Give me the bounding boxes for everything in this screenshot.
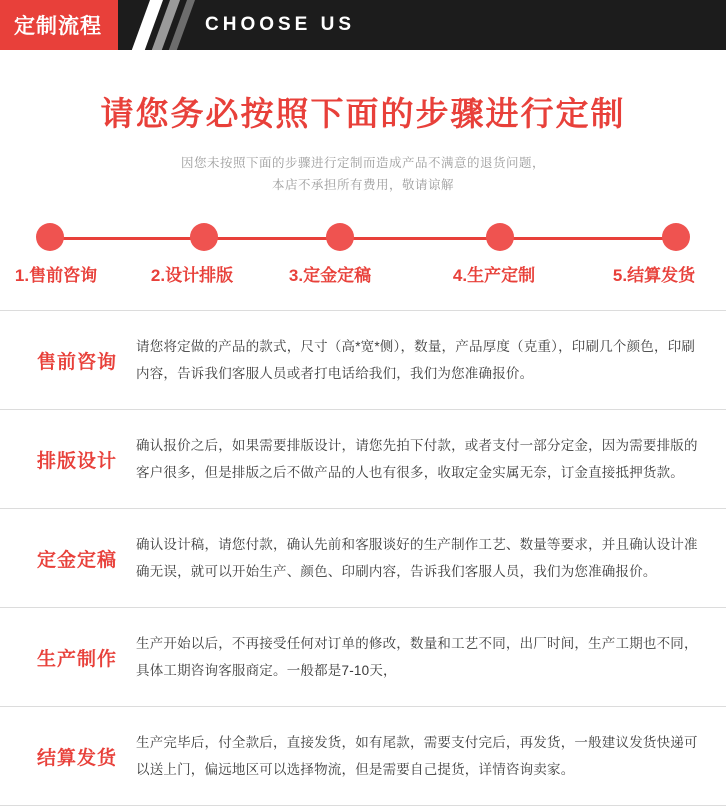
step-label: 5.结算发货	[612, 265, 696, 285]
detail-row-text: 生产开始以后，不再接受任何对订单的修改，数量和工艺不同，出厂时间，生产工期也不同，具体工期咨询客服商定。一般都是7-10天，	[136, 635, 698, 678]
page-title: 请您务必按照下面的步骤进行定制	[100, 95, 626, 132]
step-label: 3.定金定稿	[288, 265, 372, 285]
detail-row-title: 结算发货	[36, 747, 117, 769]
page-subtitle-line-1: 因您未按照下面的步骤进行定制而造成产品不满意的退货问题，	[180, 155, 545, 170]
detail-row-text: 请您将定做的产品的款式，尺寸（高*宽*侧），数量，产品厚度（克重），印刷几个颜色，印刷内容，告诉我们客服人员或者打电话给我们，我们为您准确报价。	[136, 338, 696, 381]
detail-row	[0, 508, 726, 607]
detail-row-text: 确认设计稿，请您付款，确认先前和客服谈好的生产制作工艺、数量等要求，并且确认设计准确无误，就可以开始生产、颜色、印刷内容，告诉我们客服人员，我们为您准确报价。	[136, 536, 698, 579]
step-label: 4.生产定制	[452, 265, 536, 285]
detail-row-text: 确认报价之后，如果需要排版设计，请您先拍下付款，或者支付一部分定金，因为需要排版的客户很多，但是排版之后不做产品的人也有很多，收取定金实属无奈，订金直接抵押货款。	[136, 437, 698, 480]
header-tag-label: 定制流程	[0, 0, 118, 50]
detail-row	[0, 706, 726, 806]
detail-row	[0, 607, 726, 706]
step-dot-icon	[486, 223, 514, 251]
detail-row-title: 定金定稿	[36, 549, 117, 571]
step-dot-icon	[190, 223, 218, 251]
detail-row-title: 售前咨询	[36, 351, 117, 373]
step-timeline	[14, 222, 702, 292]
detail-row-title: 排版设计	[36, 450, 117, 472]
detail-row	[0, 409, 726, 508]
step-label: 2.设计排版	[150, 265, 234, 285]
step-dot-icon	[662, 223, 690, 251]
step-label: 1.售前咨询	[14, 265, 98, 285]
header-english-label: CHOOSE US	[205, 14, 356, 35]
step-dot-icon	[326, 223, 354, 251]
detail-row-title: 生产制作	[36, 648, 117, 670]
step-item-5	[584, 222, 724, 286]
step-item-2	[122, 222, 262, 286]
page-subtitle-line-2: 本店不承担所有费用，敬请谅解	[271, 177, 454, 192]
detail-row-text: 生产完毕后，付全款后，直接发货，如有尾款，需要支付完后，再发货，一般建议发货快递可以送上门，偏远地区可以选择物流，但是需要自己提货，详情咨询卖家。	[136, 734, 698, 777]
page-header	[0, 0, 726, 50]
detail-row	[0, 310, 726, 409]
step-item-1	[0, 222, 126, 286]
step-dot-icon	[36, 223, 64, 251]
step-item-4	[424, 222, 564, 286]
step-item-3	[260, 222, 400, 286]
title-block	[0, 50, 726, 196]
detail-rows	[0, 310, 726, 806]
